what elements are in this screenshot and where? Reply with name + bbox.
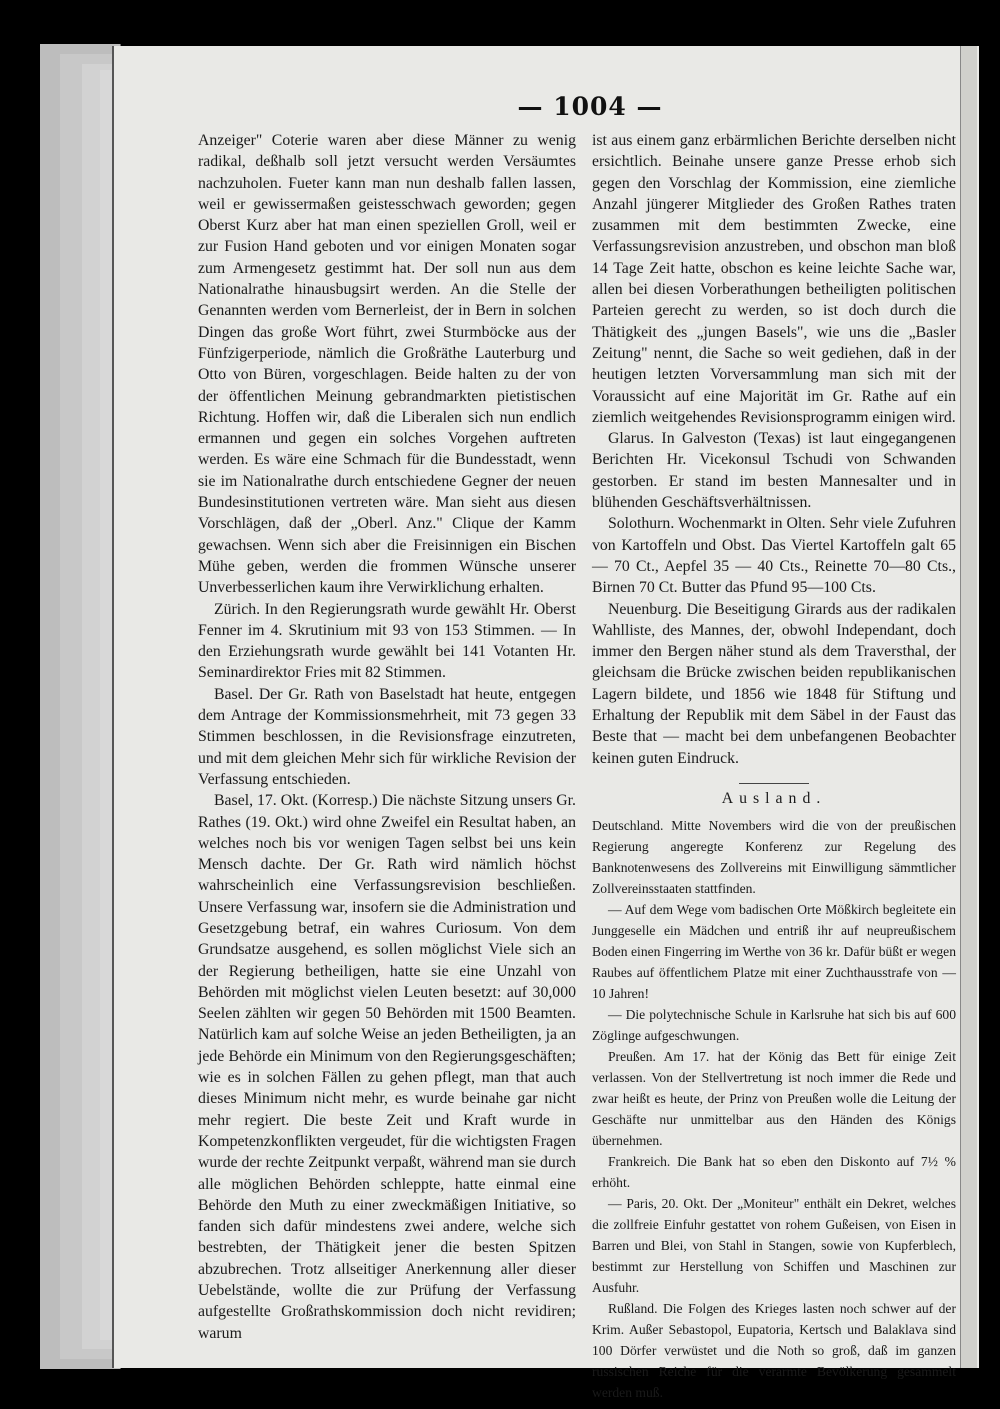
section-heading-ausland: Ausland. [721,789,827,807]
article-basel-continued: ist aus einem ganz erbärmlichen Berichte derselben nicht ersichtlich. Beinahe unsere ganze Presse erhob sich gegen den Vorschlag der Kommission, eine ziemliche Anzahl jüngerer Mitglieder des Großen Rathes traten zusammen mit dem bestimmten Zwecke, eine Verfassungsrevision anzustreben, und obschon man bloß 14 Tage Zeit hatte, obschon es keine leichte Sache war, allen bei diesen Vorberathungen betheiligten politischen Parteien gerecht zu werden, so ist doch durch die Thätigkeit des „jungen Basels", wie uns die „Basler Zeitung" nennt, die Sache so weit gediehen, daß in der heutigen letzten Vorversammlung man sich mit der Voraussicht auf eine Majorität im Gr. Rathe auf ein ziemlich weitgehendes Revisionsprogramm einigen wird. [592,132,956,426]
article-deutschland: Deutschland. Mitte Novembers wird die von der preußischen Regierung angeregte Konferenz zur Regelung des Banknotenwesens des Zollvereins mit Einwilligung sämmtlicher Zollvereinsstaaten stattfinden. [592,818,956,897]
article-basel: Basel. Der Gr. Rath von Baselstadt hat heute, entgegen dem Antrage der Kommissionsmehrheit, mit 73 gegen 33 Stimmen beschlossen, in die Revisionsfrage einzutreten, und mit dem gleichen Mehr sich für wirkliche Revision der Verfassung entschieden. [198,685,576,788]
article-solothurn: Solothurn. Wochenmarkt in Olten. Sehr viele Zufuhren von Kartoffeln und Obst. Das Viertel Kartoffeln galt 65 — 70 Ct., Aepfel 35 — 40 Cts., Reinette 70—80 Cts., Birnen 70 Ct. Butter das Pfund 95—100 Cts. [592,515,956,597]
article-deutschland-robbery: — Auf dem Wege vom badischen Orte Mößkirch begleitete ein Junggeselle ein Mädchen und entriß ihr auf neupreußischem Boden einen Fingerring im Werthe von 36 kr. Dafür büßt er wegen Raubes auf öffentlichem Platze mit einer Zuchthausstrafe von — 10 Jahren! [592,902,956,1002]
article-preussen: Preußen. Am 17. hat der König das Bett für einige Zeit verlassen. Von der Stellvertretung ist noch immer die Rede und zwar heißt es heute, der Prinz von Preußen wolle die Leitung der Geschäfte nur unmittelbar aus den Händen des Königs übernehmen. [592,1049,956,1149]
right-column [592,130,956,1403]
article-frankreich: Frankreich. Die Bank hat so eben den Diskonto auf 7½ % erhöht. [592,1154,956,1191]
article-deutschland-karlsruhe: — Die polytechnische Schule in Karlsruhe hat sich bis auf 600 Zöglinge aufgeschwungen. [592,1007,956,1044]
page-number: — 1004 — [517,92,663,121]
article-zurich: Zürich. In den Regierungsrath wurde gewählt Hr. Oberst Fenner im 4. Skrutinium mit 93 von 153 Stimmen. — In den Erziehungsrath wurde gewählt bei 141 Votanten Hr. Seminardirektor Fries mit 82 Stimmen. [198,600,576,682]
section-divider [739,783,809,784]
next-page-edge [960,46,977,1368]
article-bern-continued: Anzeiger" Coterie waren aber diese Männer zu wenig radikal, deßhalb soll jetzt versucht werden Versäumtes nachzuholen. Fueter kann man nun deshalb fallen lassen, weil er gewissermaßen geistesschwach geworden; gegen Oberst Kurz aber hat man einen speziellen Groll, weil er zur Fusion Hand geboten und vor einigen Monaten sogar zum Armengesetz gestimmt hat. Der soll nun aus dem Nationalrathe hinausbugsirt werden. An die Stelle der Genannten werden vom Bernerleist, der in Bern in solchen Dingen das große Wort führt, zwei Sturmböcke aus der Fünfzigerperiode, nämlich die Großräthe Lauterburg und Otto von Büren, vorgeschlagen. Beide halten zu der von der öffentlichen Meinung gebrandmarkten pietistischen Richtung. Hoffen wir, daß die Liberalen sich nun endlich ermannen und gegen ein solches Vorgehen auftreten werden. Es wäre eine Schmach für die Bundesstadt, wenn sie im Nationalrathe durch entschiedene Gegner der neuen Bundesinstitutionen vertreten wäre. Man sieht aus diesen Vorschlägen, daß der „Oberl. Anz." Clique der Kamm gewachsen. Wenn sich aber die Freisinnigen ein Bischen Mühe geben, werden die frommen Wünsche unserer Unverbesserlichen kaum ihre Verwirklichung erhalten. [198,132,576,597]
article-glarus: Glarus. In Galveston (Texas) ist laut eingegangenen Berichten Hr. Vicekonsul Tschudi von Schwanden gestorben. Er stand im besten Mannesalter und in blühenden Geschäftsverhältnissen. [592,430,956,512]
article-russland: Rußland. Die Folgen des Krieges lasten noch schwer auf der Krim. Außer Sebastopol, Eupatoria, Kertsch und Balaklava sind 100 Dörfer verwüstet und die Noth so groß, daß im ganzen russischen Reiche für die verarmte Bevölkerung gesammelt werden muß. [592,1301,956,1401]
article-basel-correspondence: Basel, 17. Okt. (Korresp.) Die nächste Sitzung unsers Gr. Rathes (19. Okt.) wird ohne Zweifel ein Resultat haben, an welches noch bis vor wenigen Tagen selbst bei uns kein Mensch dachte. Der Gr. Rath wird nämlich höchst wahrscheinlich eine Verfassungsrevision beschließen. Unsere Verfassung war, insofern sie die Administration und Gesetzgebung betraf, ein wahres Curiosum. Von dem Grundsatze ausgehend, es sollen möglichst Viele sich an der Regierung betheiligen, hatte sie eine Unzahl von Behörden mit möglichst vielen Leuten besetzt: auf 30,000 Seelen zählten wir gegen 50 Behörden mit 1500 Beamten. Natürlich kam auf solche Weise an jeden Betheiligten, ja an jede Behörde ein Minimum von den Regierungsgeschäften; wie es in solchen Fällen zu gehen pflegt, man that auch dieses Minimum nicht mehr, es wurde beinahe gar nicht mehr regiert. Die beste Zeit und Kraft wurde in Kompetenzkonflikten vergeudet, für die wichtigsten Fragen wurde der rechte Zeitpunkt verpaßt, während man sie durch alle möglichen Behörden schleppte, hatte einmal eine Behörde den Muth zu einer zweckmäßigen Initiative, so fanden sich dafür mindestens zwei andere, welche sich bestrebten, der Thätigkeit jener die besten Spitzen abzubrechen. Trotz allseitiger Anerkennung aller dieser Uebelstände, wollte die zur Prüfung der Verfassung aufgestellte Großrathskommission doch nicht revidiren; warum [198,792,576,1342]
article-paris: — Paris, 20. Okt. Der „Moniteur" enthält ein Dekret, welches die zollfreie Einfuhr gestattet von rohem Gußeisen, von Eisen in Barren und Blei, von Stahl in Stangen, sowie von Kupferblech, bestimmt zur Herstellung von Schiffen und Maschinen zur Ausfuhr. [592,1196,956,1296]
article-neuenburg: Neuenburg. Die Beseitigung Girards aus der radikalen Wahlliste, des Mannes, der, obwohl Independant, doch immer den Bergen näher stund als dem Traversthal, der gleichsam die Brücke zwischen beiden republikanischen Lagern bildete, und 1856 wie 1848 für Stiftung und Erhaltung der Republik mit dem Säbel in der Faust das Beste that — macht bei dem unbefangenen Beobachter keinen guten Eindruck. [592,600,956,767]
left-column [198,130,576,1344]
